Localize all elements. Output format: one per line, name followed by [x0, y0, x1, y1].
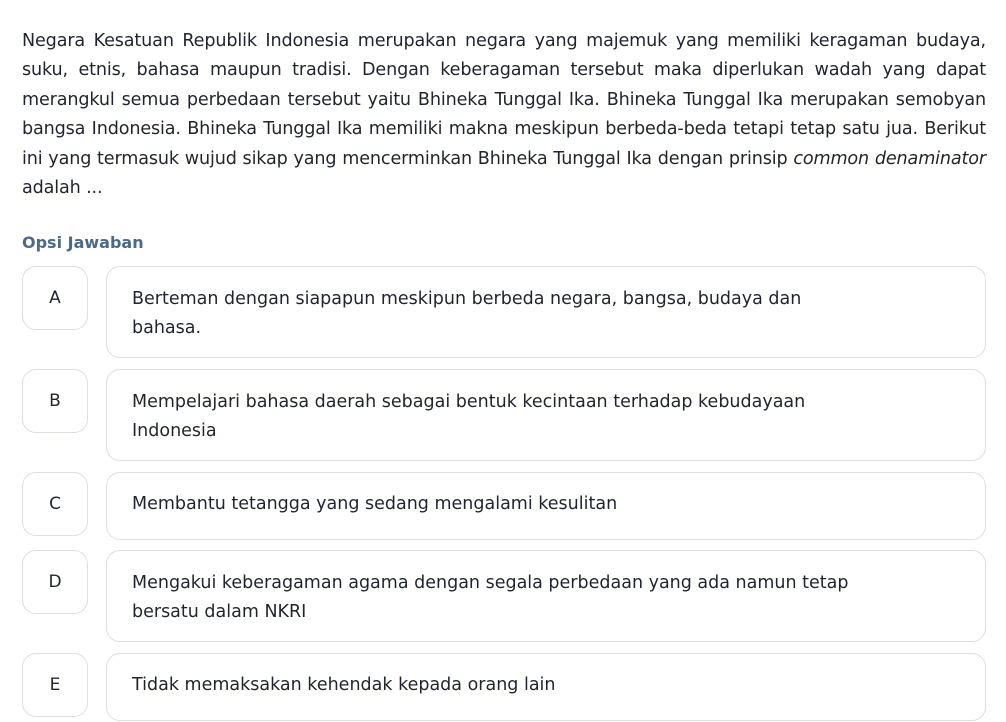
question-text-end: adalah ...: [22, 178, 103, 199]
option-letter: A: [49, 288, 61, 308]
option-text: Mengakui keberagaman agama dengan segala perbedaan yang ada namun tetap bersatu dalam NKRI: [132, 573, 849, 622]
options-heading: Opsi Jawaban: [22, 233, 144, 252]
option-letter-box[interactable]: [22, 550, 88, 614]
option-letter: D: [48, 572, 62, 592]
option-letter: C: [49, 494, 61, 514]
option-text-box[interactable]: [106, 653, 986, 721]
option-text-box[interactable]: [106, 369, 986, 461]
option-text-box[interactable]: [106, 550, 986, 642]
option-text: Berteman dengan siapapun meskipun berbeda negara, bangsa, budaya dan bahasa.: [132, 289, 802, 338]
option-letter: B: [49, 391, 61, 411]
option-text: Mempelajari bahasa daerah sebagai bentuk kecintaan terhadap kebudayaan Indonesia: [132, 392, 806, 441]
option-letter-box[interactable]: [22, 653, 88, 717]
option-text-box[interactable]: [106, 266, 986, 358]
question-text: [22, 27, 986, 203]
option-text: Tidak memaksakan kehendak kepada orang lain: [132, 675, 556, 695]
question-text-main: Negara Kesatuan Republik Indonesia merupakan negara yang majemuk yang memiliki keragaman budaya, suku, etnis, bahasa maupun tradisi. Dengan keberagaman tersebut maka diperlukan wadah yang dapat merangkul semua perbedaan tersebut yaitu Bhineka Tunggal Ika. Bhineka Tunggal Ika merupakan semobyan bangsa Indonesia. Bhineka Tunggal Ika memiliki makna meskipun berbeda-beda tetapi tetap satu jua. Berikut ini yang termasuk wujud sikap yang mencerminkan Bhineka Tunggal Ika dengan prinsip: [22, 31, 986, 169]
question-text-italic: common denaminator: [793, 148, 986, 169]
option-text: Membantu tetangga yang sedang mengalami kesulitan: [132, 494, 618, 514]
option-text-box[interactable]: [106, 472, 986, 540]
option-letter-box[interactable]: [22, 266, 88, 330]
option-letter-box[interactable]: [22, 472, 88, 536]
option-letter: E: [49, 675, 61, 695]
option-letter-box[interactable]: [22, 369, 88, 433]
